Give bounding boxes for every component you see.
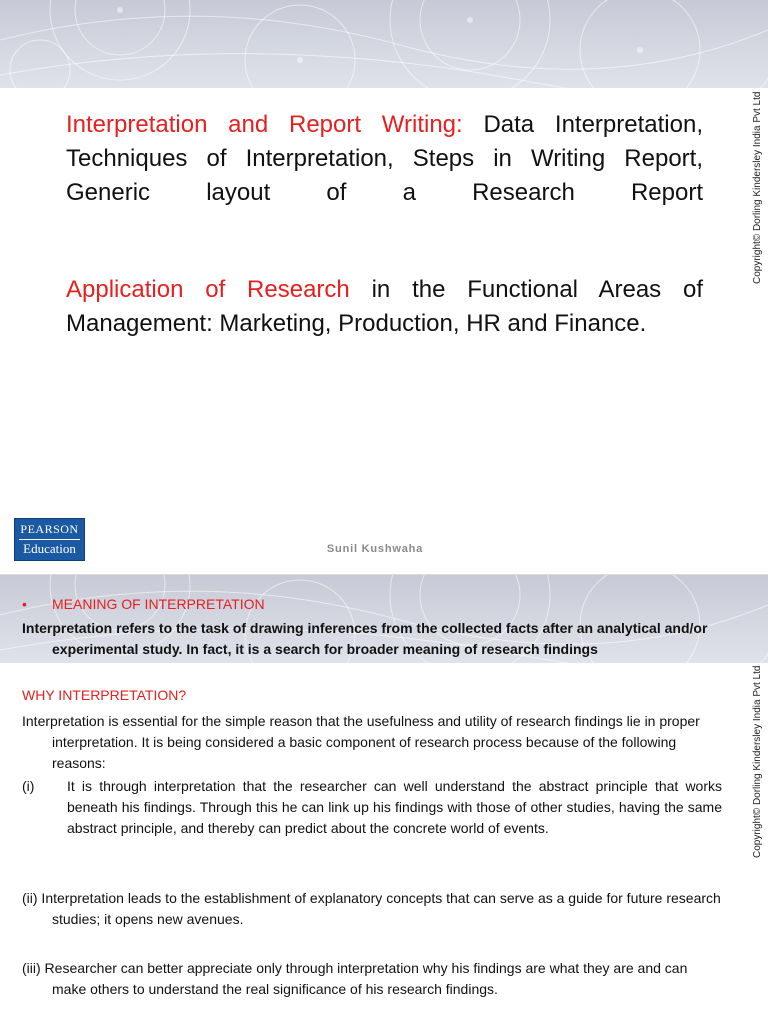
reason-item-3: (iii) Researcher can better appreciate only through interpretation why his findings are what they are and can make others to understand the real significance of his research findings. (22, 960, 688, 997)
copyright-text: Copyright© Dorling Kindersley India Pvt Ltd (752, 665, 763, 858)
reason-1-number: (i) (22, 778, 35, 794)
slide-2 (0, 575, 768, 1024)
para1-line1-rest: Data Interpretation, (462, 111, 703, 138)
para1-line2: Techniques of Interpretation, Steps in Writing Report, (66, 145, 703, 172)
why-text: Interpretation is essential for the simple reason that the usefulness and utility of research findings lie in proper interpretation. It is being considered a basic component of research process because of the following reasons: (22, 713, 700, 771)
author-name: Sunil Kushwaha (326, 543, 424, 555)
para1-highlight: Interpretation and Report Writing: (66, 111, 463, 138)
topic-paragraph-2 (66, 273, 703, 341)
logo-line1: PEARSON (20, 522, 79, 536)
banner-circles-graphic (0, 0, 768, 88)
copyright-text: Copyright© Dorling Kindersley India Pvt Ltd (752, 91, 763, 284)
reason-item-2: (ii) Interpretation leads to the establishment of explanatory concepts that can serve as a guide for future research studies; it opens new avenues. (22, 890, 721, 927)
logo-divider (19, 539, 80, 540)
topic-paragraph-1 (66, 108, 703, 210)
logo-line2: Education (23, 541, 76, 556)
para1-line1 (66, 108, 703, 142)
para2-highlight: Application of Research (66, 276, 350, 303)
para1-line3: Generic layout of a Research Report (66, 179, 703, 206)
meaning-heading (22, 594, 265, 615)
decorative-banner (0, 0, 768, 88)
bullet-icon: • (22, 596, 27, 612)
pearson-education-logo (14, 518, 85, 561)
reason-1-text: It is through interpretation that the researcher can well understand the abstract principle that works beneath his findings. Through this he can link up his findings with those of other studies, having the same abstract principle, and thereby can predict about the concrete world of events. (67, 778, 722, 836)
definition-text: Interpretation refers to the task of drawing inferences from the collected facts after an analytical and/or experimental study. In fact, it is a search for broader meaning of research findings (22, 620, 708, 657)
para2-rest: in the Functional Areas of Management: Marketing, Production, HR and Finance. (66, 276, 704, 337)
meaning-heading-text: MEANING OF INTERPRETATION (52, 596, 265, 612)
why-heading: WHY INTERPRETATION? (22, 687, 187, 703)
